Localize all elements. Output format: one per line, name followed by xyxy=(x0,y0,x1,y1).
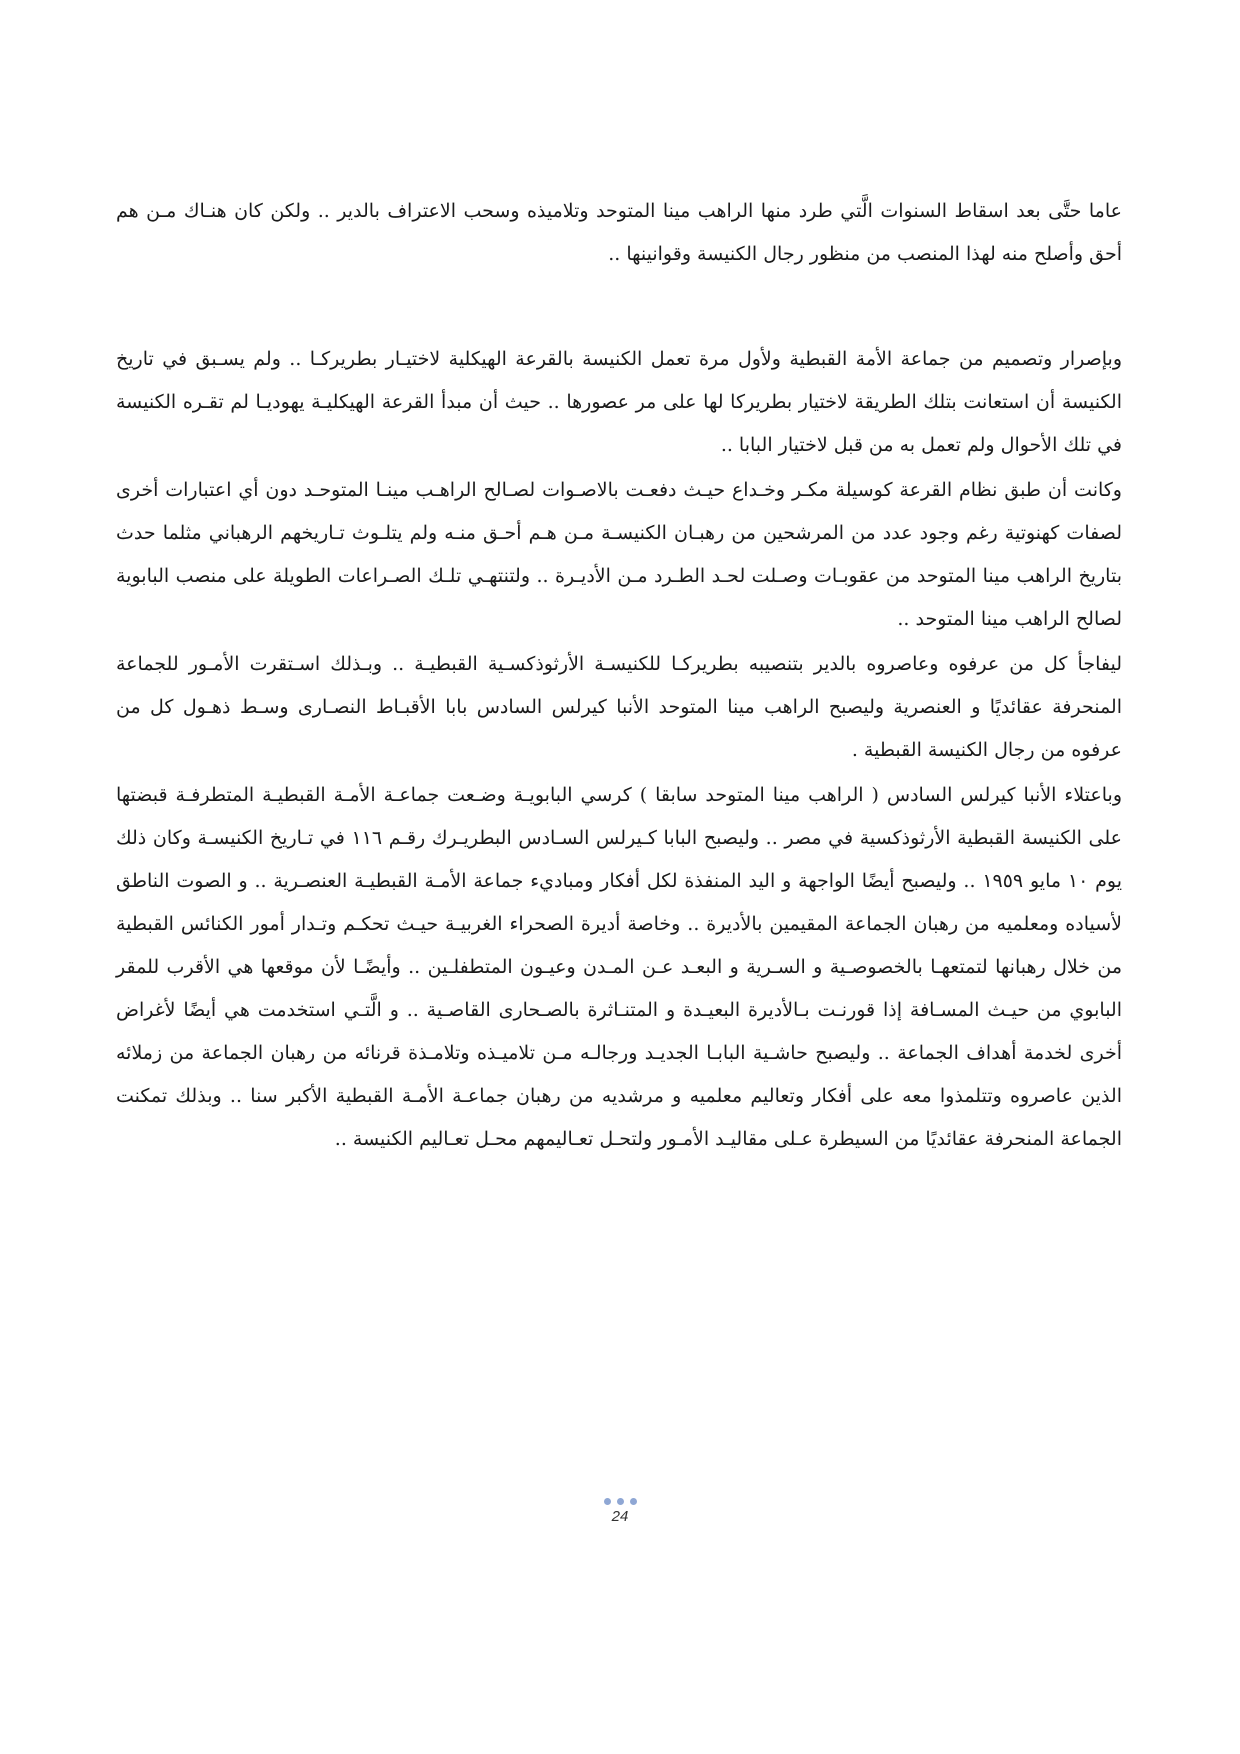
footer-ornament-dots-icon xyxy=(0,1496,1240,1506)
ornament-dot xyxy=(604,1498,611,1505)
page-footer xyxy=(0,1496,1240,1525)
paragraph-3: وكانت أن طبق نظام القرعة كوسيلة مكـر وخـداع حيـث دفعـت بالاصـوات لصـالح الراهـب مينـا المتوحـد دون أي اعتبارات أخرى لصفات كهنوتية رغم وجود عدد من المرشحين من رهبـان الكنيسـة مـن هـم أحـق منـه ولم يتلـوث تـاريخهم الرهباني مثلما حدث بتاريخ الراهب مينا المتوحد من عقوبـات وصـلت لحـد الطـرد مـن الأديـرة .. ولتنتهـي تلـك الصـراعات الطويلة على منصب البابوية لصالح الراهب مينا المتوحد .. xyxy=(116,479,1122,630)
paragraph-1: عاما حتَّى بعد اسقاط السنوات الَّتي طرد منها الراهب مينا المتوحد وتلاميذه وسحب الاعتراف بالدير .. ولكن كان هنـاك مـن هم أحق وأصلح منه لهذا المنصب من منظور رجال الكنيسة وقوانينها .. xyxy=(116,200,1122,265)
ornament-dot xyxy=(617,1498,624,1505)
ornament-dot xyxy=(630,1498,637,1505)
paragraph-4: ليفاجأ كل من عرفوه وعاصروه بالدير بتنصيبه بطريركـا للكنيسـة الأرثوذكسـية القبطيـة .. وبـذلك اسـتقرت الأمـور للجماعة المنحرفة عقائديًا و العنصرية وليصبح الراهب مينا المتوحد الأنبا كيرلس السادس بابا الأقبـاط النصـارى وسـط ذهـول كل من عرفوه من رجال الكنيسة القبطية . xyxy=(116,653,1122,761)
paragraph-5: وباعتلاء الأنبا كيرلس السادس ( الراهب مينا المتوحد سابقا ) كرسي البابويـة وضـعت جماعـة الأمـة القبطيـة المتطرفـة قبضتها على الكنيسة القبطية الأرثوذكسية في مصر .. وليصبح البابا كـيرلس السـادس البطريـرك رقـم ١١٦ في تـاريخ الكنيسـة وكان ذلك يوم ١٠ مايو ١٩٥٩ .. وليصبح أيضًا الواجهة و اليد المنفذة لكل أفكار ومباديء جماعة الأمـة القبطيـة العنصـرية .. و الصوت الناطق لأسياده ومعلميه من رهبان الجماعة المقيمين بالأديرة .. وخاصة أديرة الصحراء الغربيـة حيـث تحكـم وتـدار أمور الكنائس القبطية من خلال رهبانها لتمتعهـا بالخصوصـية و السـرية و البعـد عـن المـدن وعيـون المتطفلـين .. وأيضًـا لأن موقعها هي الأقرب للمقر البابوي من حيـث المسـافة إذا قورنـت بـالأديرة البعيـدة و المتنـاثرة بالصـحارى القاصـية .. و الَّتـي استخدمت هي أيضًا لأغراض أخرى لخدمة أهداف الجماعة .. وليصبح حاشـية البابـا الجديـد ورجالـه مـن تلاميـذه وتلامـذة قرنائه من رهبان الجماعة من زملائه الذين عاصروه وتتلمذوا معه على أفكار وتعاليم معلميه و مرشديه من رهبان جماعـة الأمـة القبطية الأكبر سنا .. وبذلك تمكنت الجماعة المنحرفة عقائديًا من السيطرة عـلى مقاليـد الأمـور ولتحـل تعـاليمهم محـل تعـاليم الكنيسة .. xyxy=(116,784,1122,1150)
page-number: 24 xyxy=(611,1508,629,1525)
page-body xyxy=(116,190,1122,1161)
paragraph-2: وبإصرار وتصميم من جماعة الأمة القبطية ولأول مرة تعمل الكنيسة بالقرعة الهيكلية لاختيـار بطريركـا .. ولم يسـبق في تاريخ الكنيسة أن استعانت بتلك الطريقة لاختيار بطريركا لها على مر عصورها .. حيث أن مبدأ القرعة الهيكليـة يهوديـا لم تقـره الكنيسة في تلك الأحوال ولم تعمل به من قبل لاختيار البابا .. xyxy=(116,348,1122,456)
